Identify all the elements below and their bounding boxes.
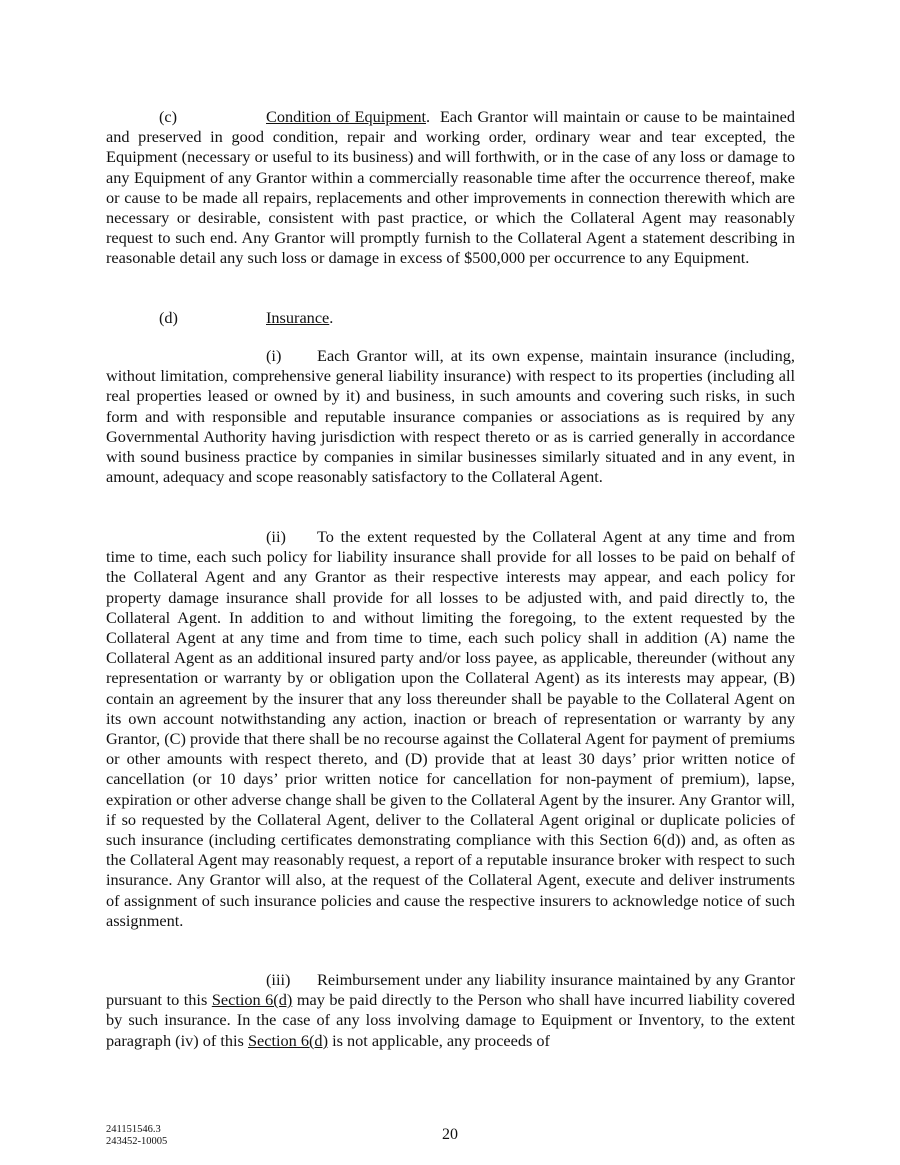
section-c-title-period: . (426, 107, 431, 126)
section-c-label: (c) (159, 107, 178, 126)
section-c-paragraph (106, 107, 795, 269)
footer-doc-id-2: 243452-10005 (106, 1136, 168, 1147)
section-d-label: (d) (159, 308, 178, 327)
footer-doc-id-1: 241151546.3 (106, 1124, 161, 1135)
page-number: 20 (442, 1126, 458, 1143)
section-ref-link[interactable]: Section 6(d) (211, 990, 293, 1010)
footer-document-ids (106, 1124, 167, 1148)
para-iii-body-2: may be paid directly to the Person who shall have incurred liability covered by such insurance. In the case of any loss involving damage to Equipment or Inventory, to the extent paragraph (iv) of this (106, 990, 795, 1050)
section-ref-link[interactable]: Section 6(d) (247, 1030, 328, 1050)
para-iii-label: (iii) (266, 970, 291, 989)
section-c-body: Each Grantor will maintain or cause to be maintained and preserved in good condition, repair and working order, ordinary wear and tear excepted, the Equipment (necessary or useful to its business) and will forthwith, or in the case of any loss or damage to any Equipment of any Grantor within a commercially reasonable time after the occurrence thereof, make or cause to be made all repairs, replacements and other improvements in connection therewith which are necessary or desirable, consistent with past practice, or which the Collateral Agent may reasonably request to such end. Any Grantor will promptly furnish to the Collateral Agent a statement describing in reasonable detail any such loss or damage in excess of $500,000 per occurrence to any Equipment. (106, 107, 796, 268)
section-d-para-i (106, 346, 795, 487)
para-ii-body: To the extent requested by the Collateral Agent at any time and from time to time, each such policy for liability insurance shall provide for all losses to be paid on behalf of the Collateral Agent and any Grantor as their respective interests may appear, and each policy for property damage insurance shall provide for all losses to be adjusted with, and paid directly to, the Collateral Agent. In addition to and without limiting the foregoing, to the extent requested by the Collateral Agent at any time and from time to time, each such policy shall in addition (A) name the Collateral Agent as an additional insured party and/or loss payee, as applicable, thereunder (without any representation or warranty by or obligation upon the Collateral Agent) as its interests may appear, (B) contain an agreement by the insurer that any loss thereunder shall be payable to the Collateral Agent on its own account notwithstanding any action, inaction or breach of representation or warranty by any Grantor, (C) provide that there shall be no recourse against the Collateral Agent for payment of premiums or other amounts with respect thereto, and (D) provide that at least 30 days’ prior written notice of cancellation (or 10 days’ prior written notice for cancellation for non-payment of premium), lapse, expiration or other adverse change shall be given to the Collateral Agent by the insurer. Any Grantor will, if so requested by the Collateral Agent, deliver to the Collateral Agent original or duplicate policies of such insurance (including certificates demonstrating compliance with this Section 6(d)) and, as often as the Collateral Agent may reasonably request, a report of a reputable insurance broker with respect to such insurance. Any Grantor will also, at the request of the Collateral Agent, execute and deliver instruments of assignment of such insurance policies and cause the respective insurers to acknowledge notice of such assignment. (106, 527, 795, 930)
section-d-heading (106, 308, 795, 328)
section-c-title: Condition of Equipment (266, 107, 427, 126)
para-iii-body-1: Reimbursement under any liability insurance maintained by any Grantor pursuant to this (106, 970, 795, 1010)
section-c (106, 107, 795, 269)
para-i-body: Each Grantor will, at its own expense, maintain insurance (including, without limitation, comprehensive general liability insurance) with respect to its properties (including all real properties leased or owned by it) and business, in such amounts and covering such risks, in such form and with responsible and reputable insurance companies or associations as is required by any Governmental Authority having jurisdiction with respect thereto or as is carried generally in accordance with sound business practice by companies in similar businesses similarly situated and in any event, in amount, adequacy and scope reasonably satisfactory to the Collateral Agent. (106, 346, 795, 487)
para-i-label: (i) (266, 346, 282, 365)
section-d-para-ii (106, 527, 795, 931)
section-d-para-iii (106, 970, 795, 1051)
section-d-title: Insurance (266, 308, 330, 327)
section-d-title-period: . (329, 308, 334, 327)
para-iii-body-3: is not applicable, any proceeds of (328, 1030, 550, 1050)
para-ii-label: (ii) (266, 527, 286, 546)
